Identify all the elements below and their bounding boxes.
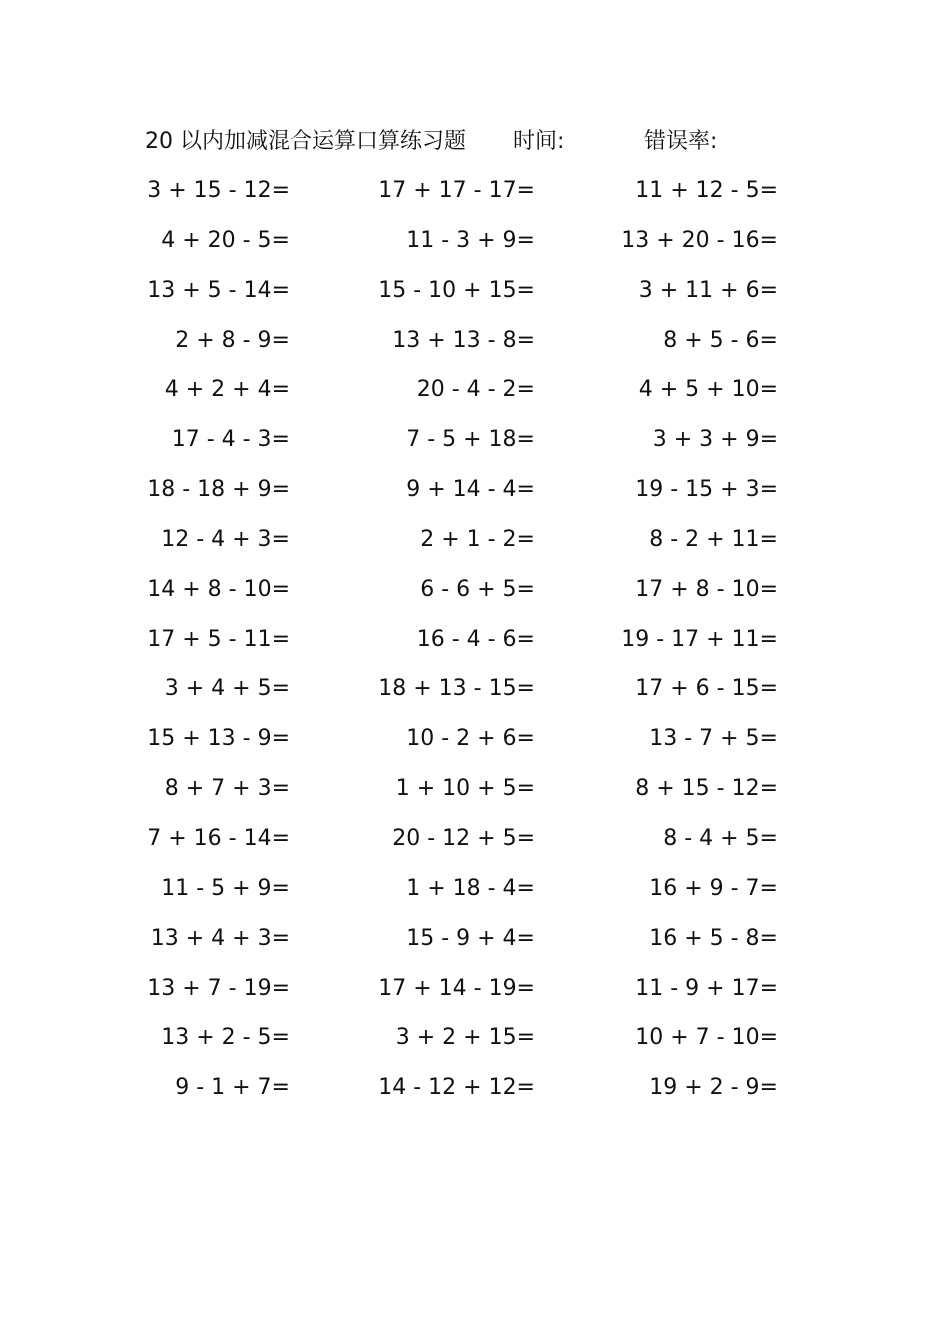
- problem-expression: 14 + 8 - 10=: [147, 576, 290, 602]
- problem-expression: 4 + 20 - 5=: [161, 227, 290, 253]
- problem-expression: 13 + 4 + 3=: [150, 925, 290, 951]
- problem-expression: 17 + 14 - 19=: [378, 975, 535, 1001]
- problem-row: [0, 519, 950, 569]
- problem-row: [0, 170, 950, 220]
- problem-expression: 4 + 2 + 4=: [164, 377, 290, 403]
- problem-expression: 12 - 4 + 3=: [161, 526, 290, 552]
- problem-expression: 17 + 8 - 10=: [635, 576, 778, 602]
- problem-row: [0, 320, 950, 370]
- problem-expression: 13 + 13 - 8=: [392, 327, 535, 353]
- problem-row: [0, 968, 950, 1018]
- problem-expression: 4 + 5 + 10=: [638, 377, 778, 403]
- problem-row: [0, 1017, 950, 1067]
- problem-row: [0, 270, 950, 320]
- problem-row: [0, 1067, 950, 1117]
- problem-row: [0, 619, 950, 669]
- problem-expression: 14 - 12 + 12=: [378, 1075, 535, 1101]
- problem-expression: 1 + 10 + 5=: [395, 776, 535, 802]
- problem-expression: 17 + 6 - 15=: [635, 676, 778, 702]
- problem-expression: 10 - 2 + 6=: [406, 726, 535, 752]
- problem-expression: 8 + 5 - 6=: [663, 327, 778, 353]
- problem-expression: 13 + 2 - 5=: [161, 1025, 290, 1051]
- problem-expression: 7 + 16 - 14=: [147, 825, 290, 851]
- problem-expression: 8 + 15 - 12=: [635, 776, 778, 802]
- problem-expression: 15 - 10 + 15=: [378, 277, 535, 303]
- problem-expression: 9 - 1 + 7=: [175, 1075, 290, 1101]
- problem-row: [0, 469, 950, 519]
- problem-row: [0, 868, 950, 918]
- problem-expression: 20 - 4 - 2=: [416, 377, 535, 403]
- problem-expression: 9 + 14 - 4=: [406, 477, 535, 503]
- problem-expression: 2 + 8 - 9=: [175, 327, 290, 353]
- problem-row: [0, 569, 950, 619]
- problem-expression: 11 - 5 + 9=: [161, 875, 290, 901]
- problem-expression: 16 + 5 - 8=: [649, 925, 778, 951]
- worksheet-title: 20 以内加减混合运算口算练习题: [145, 129, 466, 154]
- problem-expression: 1 + 18 - 4=: [406, 875, 535, 901]
- problem-expression: 18 + 13 - 15=: [378, 676, 535, 702]
- problem-row: [0, 818, 950, 868]
- problem-expression: 16 + 9 - 7=: [649, 875, 778, 901]
- problem-row: [0, 220, 950, 270]
- problem-expression: 13 + 7 - 19=: [147, 975, 290, 1001]
- problem-grid: [0, 170, 950, 1117]
- problem-row: [0, 668, 950, 718]
- problem-expression: 19 - 15 + 3=: [635, 477, 778, 503]
- problem-expression: 13 - 7 + 5=: [649, 726, 778, 752]
- problem-row: [0, 918, 950, 968]
- problem-expression: 3 + 4 + 5=: [164, 676, 290, 702]
- problem-expression: 15 + 13 - 9=: [147, 726, 290, 752]
- problem-row: [0, 768, 950, 818]
- problem-expression: 17 - 4 - 3=: [171, 427, 290, 453]
- problem-expression: 11 + 12 - 5=: [635, 178, 778, 203]
- error-rate-label: 错误率:: [644, 129, 718, 154]
- problem-expression: 10 + 7 - 10=: [635, 1025, 778, 1051]
- problem-expression: 3 + 2 + 15=: [395, 1025, 535, 1051]
- problem-expression: 11 - 3 + 9=: [406, 227, 535, 253]
- problem-expression: 3 + 3 + 9=: [652, 427, 778, 453]
- problem-expression: 17 + 5 - 11=: [147, 626, 290, 652]
- problem-expression: 16 - 4 - 6=: [416, 626, 535, 652]
- problem-expression: 17 + 17 - 17=: [378, 178, 535, 203]
- problem-expression: 3 + 15 - 12=: [147, 178, 290, 203]
- problem-expression: 15 - 9 + 4=: [406, 925, 535, 951]
- problem-expression: 19 - 17 + 11=: [621, 626, 778, 652]
- problem-expression: 8 + 7 + 3=: [164, 776, 290, 802]
- problem-expression: 20 - 12 + 5=: [392, 825, 535, 851]
- problem-expression: 8 - 4 + 5=: [663, 825, 778, 851]
- problem-expression: 13 + 5 - 14=: [147, 277, 290, 303]
- worksheet-header: [0, 124, 950, 160]
- problem-expression: 2 + 1 - 2=: [420, 526, 535, 552]
- problem-expression: 7 - 5 + 18=: [406, 427, 535, 453]
- problem-row: [0, 718, 950, 768]
- problem-expression: 6 - 6 + 5=: [420, 576, 535, 602]
- time-label: 时间:: [513, 129, 565, 154]
- problem-expression: 19 + 2 - 9=: [649, 1075, 778, 1101]
- problem-expression: 3 + 11 + 6=: [638, 277, 778, 303]
- problem-expression: 18 - 18 + 9=: [147, 477, 290, 503]
- problem-row: [0, 369, 950, 419]
- problem-expression: 13 + 20 - 16=: [621, 227, 778, 253]
- problem-expression: 11 - 9 + 17=: [635, 975, 778, 1001]
- problem-expression: 8 - 2 + 11=: [649, 526, 778, 552]
- problem-row: [0, 419, 950, 469]
